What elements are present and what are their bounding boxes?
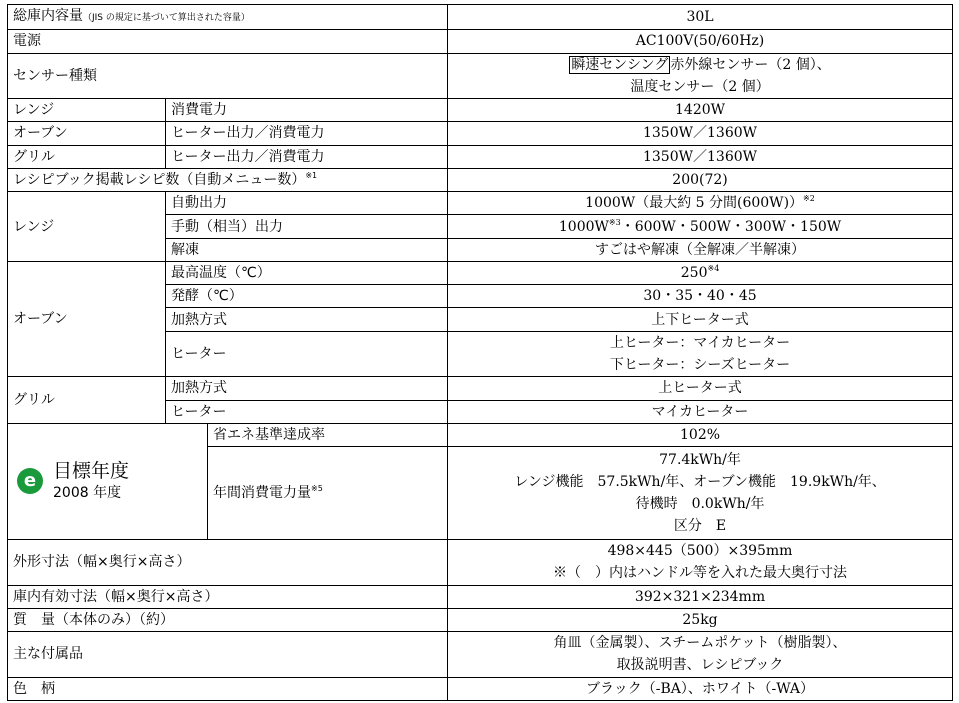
recipes-footnote-mark: ※1 (305, 170, 318, 180)
energy-badge-text (53, 459, 129, 503)
accessories-label: 主な付属品 (8, 632, 448, 678)
energy-badge (13, 459, 202, 503)
weight-label: 質 量（本体のみ）（約） (8, 608, 448, 631)
energy-annual-line-4: 区分 E (673, 518, 727, 535)
energy-target-title: 目標年度 (53, 460, 130, 483)
range-power-sub: 消費電力 (166, 99, 448, 122)
recipes-label: レシピブック掲載レシピ数（自動メニュー数） (13, 171, 306, 188)
color-label: 色 柄 (8, 677, 448, 700)
row-grill-power (8, 145, 953, 168)
outer-dim-label: 外形寸法（幅×奥行×高さ） (8, 540, 448, 586)
recipes-label-cell (8, 168, 448, 191)
recipes-value: 200(72) (448, 168, 953, 191)
energy-annual-value-cell (448, 447, 953, 540)
range-power-group: レンジ (8, 99, 166, 122)
inner-dim-value: 392×321×234mm (448, 585, 953, 608)
row-capacity (8, 5, 953, 30)
oven-heater-value-cell (448, 331, 953, 377)
oven-power-group: オーブン (8, 122, 166, 145)
oven-heater-line-2: 下ヒーター：シーズヒーター (609, 356, 791, 373)
oven-max-temp-sub: 最高温度（℃） (166, 261, 448, 284)
energy-annual-line-2: レンジ機能 57.5kWh/年、オーブン機能 19.9kWh/年、 (514, 474, 886, 491)
grill-group: グリル (8, 377, 166, 424)
grill-heater-sub: ヒーター (166, 400, 448, 423)
accessories-value-cell (448, 632, 953, 678)
row-accessories (8, 632, 953, 678)
row-inner-dimensions (8, 585, 953, 608)
row-range-auto (8, 192, 953, 215)
row-sensor (8, 53, 953, 99)
range-auto-value-cell (448, 192, 953, 215)
capacity-value: 30L (448, 5, 953, 30)
oven-group: オーブン (8, 261, 166, 376)
energy-target-year: 2008 年度 (53, 485, 122, 502)
range-defrost-sub: 解凍 (166, 238, 448, 261)
oven-heating-value: 上下ヒーター式 (448, 308, 953, 331)
range-manual-value-1: 1000W (558, 218, 609, 235)
grill-power-group: グリル (8, 145, 166, 168)
row-weight (8, 608, 953, 631)
energy-annual-line-3: 待機時 0.0kWh/年 (635, 496, 765, 513)
energy-rate-sub: 省エネ基準達成率 (208, 423, 448, 446)
oven-heater-sub: ヒーター (166, 331, 448, 377)
row-range-power (8, 99, 953, 122)
row-grill-heating (8, 377, 953, 400)
grill-power-value: 1350W／1360W (448, 145, 953, 168)
energy-rate-value: 102% (448, 423, 953, 446)
grill-heating-value: 上ヒーター式 (448, 377, 953, 400)
outer-dim-value-cell (448, 540, 953, 586)
row-recipes (8, 168, 953, 191)
oven-heater-line-1: 上ヒーター：マイカヒーター (609, 334, 791, 351)
range-manual-value-cell (448, 215, 953, 238)
oven-max-temp-footnote-mark: ※4 (707, 264, 720, 274)
row-energy-rate (8, 423, 953, 446)
range-auto-sub: 自動出力 (166, 192, 448, 215)
energy-badge-cell (8, 423, 208, 539)
oven-power-sub: ヒーター出力／消費電力 (166, 122, 448, 145)
row-outer-dimensions (8, 540, 953, 586)
row-oven-power (8, 122, 953, 145)
power-value: AC100V(50/60Hz) (448, 30, 953, 53)
grill-heater-value: マイカヒーター (448, 400, 953, 423)
range-manual-footnote-mark: ※3 (608, 217, 621, 227)
range-power-value: 1420W (448, 99, 953, 122)
range-defrost-value: すごはや解凍（全解凍／半解凍） (448, 238, 953, 261)
row-oven-max-temp (8, 261, 953, 284)
eco-mark-icon: e (17, 468, 43, 494)
capacity-note: （JIS の規定に基づいて算出された容量） (83, 13, 250, 24)
range-auto-value: 1000W（最大約 5 分間(600W)） (585, 195, 804, 212)
energy-annual-line-1: 77.4kWh/年 (659, 452, 741, 469)
capacity-label-cell (8, 5, 448, 30)
capacity-label: 総庫内容量 (13, 8, 83, 25)
sensor-line-2: 温度センサー（2 個） (630, 78, 770, 95)
color-value: ブラック（-BA）、ホワイト（-WA） (448, 677, 953, 700)
accessories-line-2: 取扱説明書、レシピブック (616, 657, 784, 674)
power-label: 電源 (8, 30, 448, 53)
weight-value: 25kg (448, 608, 953, 631)
inner-dim-label: 庫内有効寸法（幅×奥行×高さ） (8, 585, 448, 608)
energy-annual-sub-cell (208, 447, 448, 540)
oven-power-value: 1350W／1360W (448, 122, 953, 145)
oven-heating-sub: 加熱方式 (166, 308, 448, 331)
range-manual-sub: 手動（相当）出力 (166, 215, 448, 238)
sensor-boxed-label: 瞬速センシング (571, 56, 669, 73)
row-power-source (8, 30, 953, 53)
accessories-line-1: 角皿（金属製）、スチームポケット（樹脂製）、 (553, 635, 847, 652)
spec-table (7, 4, 953, 701)
sensor-value-cell (448, 53, 953, 99)
sensor-label: センサー種類 (8, 53, 448, 99)
oven-ferment-sub: 発酵（℃） (166, 285, 448, 308)
range-group: レンジ (8, 192, 166, 262)
sensor-infrared: 赤外線センサー（2 個）、 (670, 56, 831, 73)
range-auto-footnote-mark: ※2 (803, 194, 815, 204)
range-manual-value-2: ・600W・500W・300W・150W (620, 218, 842, 235)
oven-max-temp-value: 250 (680, 265, 708, 282)
row-color (8, 677, 953, 700)
sensor-line-1 (453, 54, 947, 76)
oven-max-temp-value-cell (448, 261, 953, 284)
grill-heating-sub: 加熱方式 (166, 377, 448, 400)
grill-power-sub: ヒーター出力／消費電力 (166, 145, 448, 168)
energy-annual-sub: 年間消費電力量 (213, 485, 311, 502)
outer-dim-line-1: 498×445（500）×395mm (607, 543, 793, 560)
outer-dim-line-2: ※（ ）内はハンドル等を入れた最大奥行寸法 (553, 565, 848, 582)
oven-ferment-value: 30・35・40・45 (448, 285, 953, 308)
energy-annual-footnote-mark: ※5 (311, 484, 323, 494)
